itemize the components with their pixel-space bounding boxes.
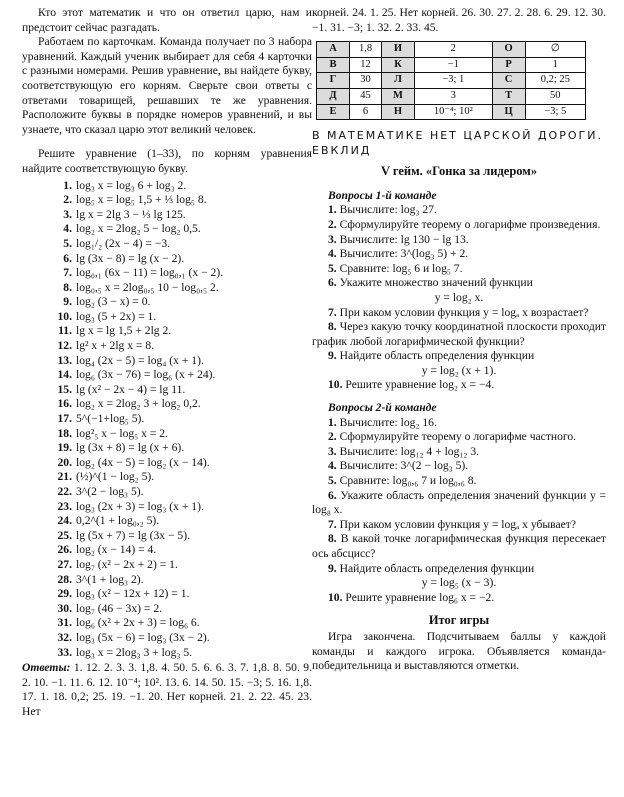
question-item [312, 378, 606, 393]
table-letter-cell: Л [382, 73, 415, 89]
table-value-cell: 30 [350, 73, 382, 89]
table-row [317, 42, 586, 58]
equation-item [52, 310, 312, 325]
equation-text: log₃ (x² − 12x + 12) = 1. [76, 587, 190, 601]
question-item [312, 430, 606, 445]
table-row [317, 57, 586, 73]
equation-number: 24. [57, 514, 72, 528]
equation-number: 12. [57, 339, 72, 353]
equation-item [52, 193, 312, 208]
question-item [312, 320, 606, 349]
equation-item [52, 558, 312, 573]
question-item [312, 349, 606, 364]
equation-item [52, 208, 312, 223]
question-number: 4. [328, 247, 337, 261]
table-value-cell: 0,2; 25 [525, 73, 585, 89]
game-title: V гейм. «Гонка за лидером» [380, 164, 538, 179]
equation-item [52, 514, 312, 529]
equation-number: 10. [57, 309, 72, 323]
table-letter-cell: Т [492, 88, 525, 104]
equation-number: 11. [58, 324, 72, 338]
question-text: Вычислите: log₃ 27. [339, 203, 437, 217]
question-number: 3. [328, 232, 337, 246]
question-text: Вычислите: log₁₂ 4 + log₁₂ 3. [339, 444, 480, 458]
question-text: Сформулируйте теорему о логарифме произведения. [339, 217, 601, 231]
table-row [317, 104, 586, 120]
question-item [312, 445, 606, 460]
question-number: 1. [328, 415, 337, 429]
equation-text: log₂ (4x − 5) = log₂ (x − 14). [76, 455, 210, 469]
question-number: 7. [328, 305, 337, 319]
equation-item [52, 646, 312, 661]
question-text: Найдите область определения функции [339, 561, 535, 575]
team2-question-list [312, 416, 606, 606]
equation-item [52, 354, 312, 369]
answers-continued: корней. 24. 1. 25. Нет корней. 26. 30. 27. 2. 28. 6. 29. 12. 30. −1. 31. −3; 1. 32. 2. 33. 45. [312, 6, 606, 34]
equation-number: 21. [57, 470, 72, 484]
equation-number: 15. [57, 382, 72, 396]
equation-item [52, 602, 312, 617]
equation-text: log₀,₁ (6x − 11) = log₀,₁ (x − 2). [76, 266, 224, 280]
equation-number: 16. [57, 397, 72, 411]
question-text: Решите уравнение log₂ x = −4. [345, 378, 495, 392]
table-letter-cell: Д [317, 88, 350, 104]
equation-number: 20. [57, 455, 72, 469]
equation-item [52, 543, 312, 558]
equation-text: lg x = 2lg 3 − ⅓ lg 125. [76, 207, 186, 221]
equation-item [52, 281, 312, 296]
equation-text: log₇ (x² − 2x + 2) = 1. [76, 557, 178, 571]
equation-number: 19. [57, 441, 72, 455]
question-number: 8. [328, 320, 337, 334]
question-text: Укажите множество значений функции [339, 276, 533, 290]
question-item [312, 532, 606, 561]
equation-item [52, 179, 312, 194]
question-number: 6. [328, 488, 337, 502]
equation-item [52, 295, 312, 310]
table-letter-cell: Н [382, 104, 415, 120]
question-text: Найдите область определения функции [339, 349, 535, 363]
table-value-cell: 1 [525, 57, 585, 73]
equation-list [22, 179, 312, 661]
question-number: 6. [328, 276, 337, 290]
equation-number: 13. [57, 353, 72, 367]
equation-number: 32. [57, 630, 72, 644]
table-value-cell: 1,8 [350, 42, 382, 58]
question-item [312, 459, 606, 474]
equation-text: log₂ (3 − x) = 0. [76, 295, 151, 309]
question-number: 10. [328, 590, 343, 604]
question-number: 5. [328, 474, 337, 488]
equation-number: 14. [57, 368, 72, 382]
equation-item [52, 266, 312, 281]
intro-paragraph-2: Работаем по карточкам. Команда получает по 3 набора уравнений. Каждый ученик выбирает для себя 4 карточки с разными номерами. Решив уравнение, вы найдете букву, соответствующую его корням. Сверьте свои ответы с ответами товарищей, решавших те же уравнения. Расположите буквы в порядке номеров уравнений, и вы узнаете, что сказал царю этот великий человек. [22, 35, 312, 136]
right-column [312, 6, 606, 674]
table-value-cell: 10⁻⁴; 10² [415, 104, 493, 120]
equation-text: lg (5x + 7) = lg (3x − 5). [76, 528, 190, 542]
equation-number: 30. [57, 601, 72, 615]
equation-text: log₅ x = log₅ 1,5 + ⅓ log₅ 8. [76, 193, 207, 207]
equation-number: 8. [63, 280, 72, 294]
table-letter-cell: Р [492, 57, 525, 73]
question-text: При каком условии функция y = logₐ x убывает? [339, 517, 577, 531]
equation-number: 33. [57, 645, 72, 659]
equation-number: 6. [63, 251, 72, 265]
question-number: 4. [328, 459, 337, 473]
task-statement: Решите уравнение (1–33), по корням уравнения найдите соответствующую букву. [22, 147, 312, 175]
equation-text: log₄ (2x − 5) = log₄ (x + 1). [76, 353, 204, 367]
equation-item [52, 470, 312, 485]
question-text: Вычислите: lg 130 − lg 13. [339, 232, 469, 246]
equation-number: 9. [63, 295, 72, 309]
answers-paragraph [22, 661, 312, 719]
equation-number: 27. [57, 557, 72, 571]
equation-text: log₇ (46 − 3x) = 2. [76, 601, 163, 615]
function-formula: y = log₂ (x + 1). [421, 363, 497, 377]
table-letter-cell: М [382, 88, 415, 104]
equation-number: 18. [57, 426, 72, 440]
question-text: Вычислите: 3^(2 − log₃ 5). [339, 459, 469, 473]
table-value-cell: 6 [350, 104, 382, 120]
table-value-cell: 50 [525, 88, 585, 104]
table-value-cell: ∅ [525, 42, 585, 58]
equation-text: lg (3x − 8) = lg (x − 2). [76, 251, 185, 265]
equation-number: 26. [57, 543, 72, 557]
question-text: Вычислите: 3^(log₃ 5) + 2. [339, 247, 469, 261]
table-letter-cell: С [492, 73, 525, 89]
intro-paragraph-1: Кто этот математик и что он ответил царю, нам и предстоит сейчас разгадать. [22, 6, 312, 34]
equation-number: 31. [57, 616, 72, 630]
equation-item [52, 237, 312, 252]
equation-text: lg² x + 2lg x = 8. [76, 339, 155, 353]
equation-item [52, 427, 312, 442]
table-value-cell: −3; 1 [415, 73, 493, 89]
question-item [312, 591, 606, 606]
equation-text: 0,2^(1 + log₀,₂ 5). [76, 514, 160, 528]
question-item [312, 306, 606, 321]
equation-number: 7. [63, 266, 72, 280]
equation-text: log₀,₅ x = 2log₀,₅ 10 − log₀,₅ 2. [76, 280, 219, 294]
question-number: 3. [328, 444, 337, 458]
question-item [312, 233, 606, 248]
question-text: Вычислите: log₂ 16. [339, 415, 437, 429]
team2-title: Вопросы 2-й команде [328, 401, 437, 415]
question-item [312, 218, 606, 233]
equation-item [52, 500, 312, 515]
table-row [317, 88, 586, 104]
equation-item [52, 412, 312, 427]
table-row [317, 73, 586, 89]
table-value-cell: 2 [415, 42, 493, 58]
equation-text: log₂ (x − 14) = 4. [76, 543, 157, 557]
question-item [312, 518, 606, 533]
question-item [312, 276, 606, 291]
question-item [312, 247, 606, 262]
table-letter-cell: К [382, 57, 415, 73]
left-column [22, 6, 312, 720]
table-letter-cell: В [317, 57, 350, 73]
equation-number: 2. [63, 193, 72, 207]
question-text: Решите уравнение log₆ x = −2. [345, 590, 495, 604]
equation-number: 23. [57, 499, 72, 513]
question-number: 1. [328, 203, 337, 217]
equation-number: 4. [63, 222, 72, 236]
function-formula: y = log₅ (x − 3). [421, 576, 497, 590]
question-number: 10. [328, 378, 343, 392]
answers-text: 1. 12. 2. 3. 3. 1,8. 4. 50. 5. 6. 6. 3. 7. 1,8. 8. 50. 9. 2. 10. −1. 11. 6. 12. 10⁻⁴; 10². 13. 6. 14. 50. 15. −3; 5. 16. 1,8. 17. 1. 18. 0,2; 25. 19. −1. 20. Нет корней. 21. 2. 22. 45. 23. Нет [22, 661, 312, 718]
equation-number: 5. [63, 236, 72, 250]
question-text: В какой точке логарифмическая функция пересекает ось абсцисс? [312, 532, 606, 560]
equation-item [52, 573, 312, 588]
equation-item [52, 397, 312, 412]
final-title: Итог игры [428, 613, 490, 628]
table-letter-cell: Ц [492, 104, 525, 120]
question-text: Укажите область определения значений функции y = log₈ x. [312, 488, 606, 517]
equation-text: (½)^(1 − log₂ 5). [76, 470, 155, 484]
equation-item [52, 441, 312, 456]
question-text: Сформулируйте теорему о логарифме частного. [339, 430, 577, 444]
equation-item [52, 631, 312, 646]
equation-text: log₂ x = 2log₂ 3 + log₂ 0,2. [76, 397, 201, 411]
equation-text: log₃ x = log₃ 6 + log₃ 2. [76, 178, 187, 192]
equation-number: 22. [57, 485, 72, 498]
equation-item [52, 324, 312, 339]
answers-label: Ответы: [22, 661, 71, 675]
table-letter-cell: Г [317, 73, 350, 89]
final-text: Игра закончена. Подсчитываем баллы у каждой команды и каждого игрока. Объявляется команда-победительница и выставляются отметки. [312, 629, 606, 673]
letter-key-table [316, 41, 586, 120]
question-text: Сравните: log₅ 6 и log₅ 7. [339, 261, 463, 275]
table-letter-cell: Е [317, 104, 350, 120]
equation-text: 3^(2 − log₃ 5). [76, 485, 144, 498]
equation-item [52, 339, 312, 354]
equation-text: log₃ x = 2log₃ 3 + log₃ 5. [76, 645, 193, 659]
equation-number: 3. [63, 207, 72, 221]
equation-text: log₆ (x² + 2x + 3) = log₆ 6. [76, 616, 200, 630]
equation-text: lg (x² − 2x − 4) = lg 11. [76, 382, 186, 396]
question-text: При каком условии функция y = logₐ x возрастает? [339, 305, 589, 319]
question-number: 9. [328, 561, 337, 575]
question-item [312, 562, 606, 577]
equation-item [52, 529, 312, 544]
table-letter-cell: И [382, 42, 415, 58]
equation-number: 1. [63, 178, 72, 192]
equation-item [52, 587, 312, 602]
equation-number: 25. [57, 528, 72, 542]
equation-item [52, 222, 312, 237]
equation-text: log₃ (2x + 3) = log₃ (x + 1). [76, 499, 204, 513]
team1-title: Вопросы 1-й команде [328, 188, 437, 202]
equation-text: lg x = lg 1,5 + 2lg 2. [76, 324, 172, 338]
equation-item [52, 252, 312, 267]
equation-text: lg (3x + 8) = lg (x + 6). [76, 441, 185, 455]
table-value-cell: 12 [350, 57, 382, 73]
equation-text: log₃ (5 + 2x) = 1. [76, 309, 157, 323]
equation-text: log₁/₂ (2x − 4) = −3. [76, 236, 171, 250]
table-value-cell: −3; 5 [525, 104, 585, 120]
equation-text: log₆ (3x − 76) = log₆ (x + 24). [76, 368, 216, 382]
table-letter-cell: О [492, 42, 525, 58]
question-item [312, 203, 606, 218]
equation-number: 29. [57, 587, 72, 601]
question-item [312, 489, 606, 518]
table-value-cell: −1 [415, 57, 493, 73]
equation-item [52, 485, 312, 500]
question-item [312, 474, 606, 489]
team1-question-list [312, 203, 606, 393]
equation-item [52, 383, 312, 398]
function-formula: y = log₂ x. [434, 290, 484, 304]
question-number: 7. [328, 517, 337, 531]
table-letter-cell: А [317, 42, 350, 58]
question-number: 2. [328, 217, 337, 231]
question-number: 9. [328, 349, 337, 363]
question-item [312, 262, 606, 277]
motto: В МАТЕМАТИКЕ НЕТ ЦАРСКОЙ ДОРОГИ. ЕВКЛИД [312, 129, 603, 158]
equation-text: 3^(1 + log₃ 2). [76, 572, 144, 586]
equation-text: 5^(−1+log₅ 5). [76, 412, 145, 426]
question-number: 5. [328, 261, 337, 275]
equation-item [52, 368, 312, 383]
equation-text: log²₅ x − log₅ x = 2. [76, 426, 168, 440]
question-number: 2. [328, 430, 337, 444]
question-text: Сравните: log₀,₆ 7 и log₀,₆ 8. [339, 474, 477, 488]
equation-item [52, 616, 312, 631]
equation-text: log₂ x = 2log₂ 5 − log₂ 0,5. [76, 222, 201, 236]
equation-number: 17. [57, 412, 72, 426]
equation-text: log₃ (5x − 6) = log₃ (3x − 2). [76, 630, 210, 644]
table-value-cell: 45 [350, 88, 382, 104]
question-number: 8. [328, 532, 337, 546]
table-value-cell: 3 [415, 88, 493, 104]
equation-item [52, 456, 312, 471]
equation-number: 28. [57, 572, 72, 586]
question-text: Через какую точку координатной плоскости проходит график любой логарифмической функции? [312, 320, 606, 348]
question-item [312, 416, 606, 431]
